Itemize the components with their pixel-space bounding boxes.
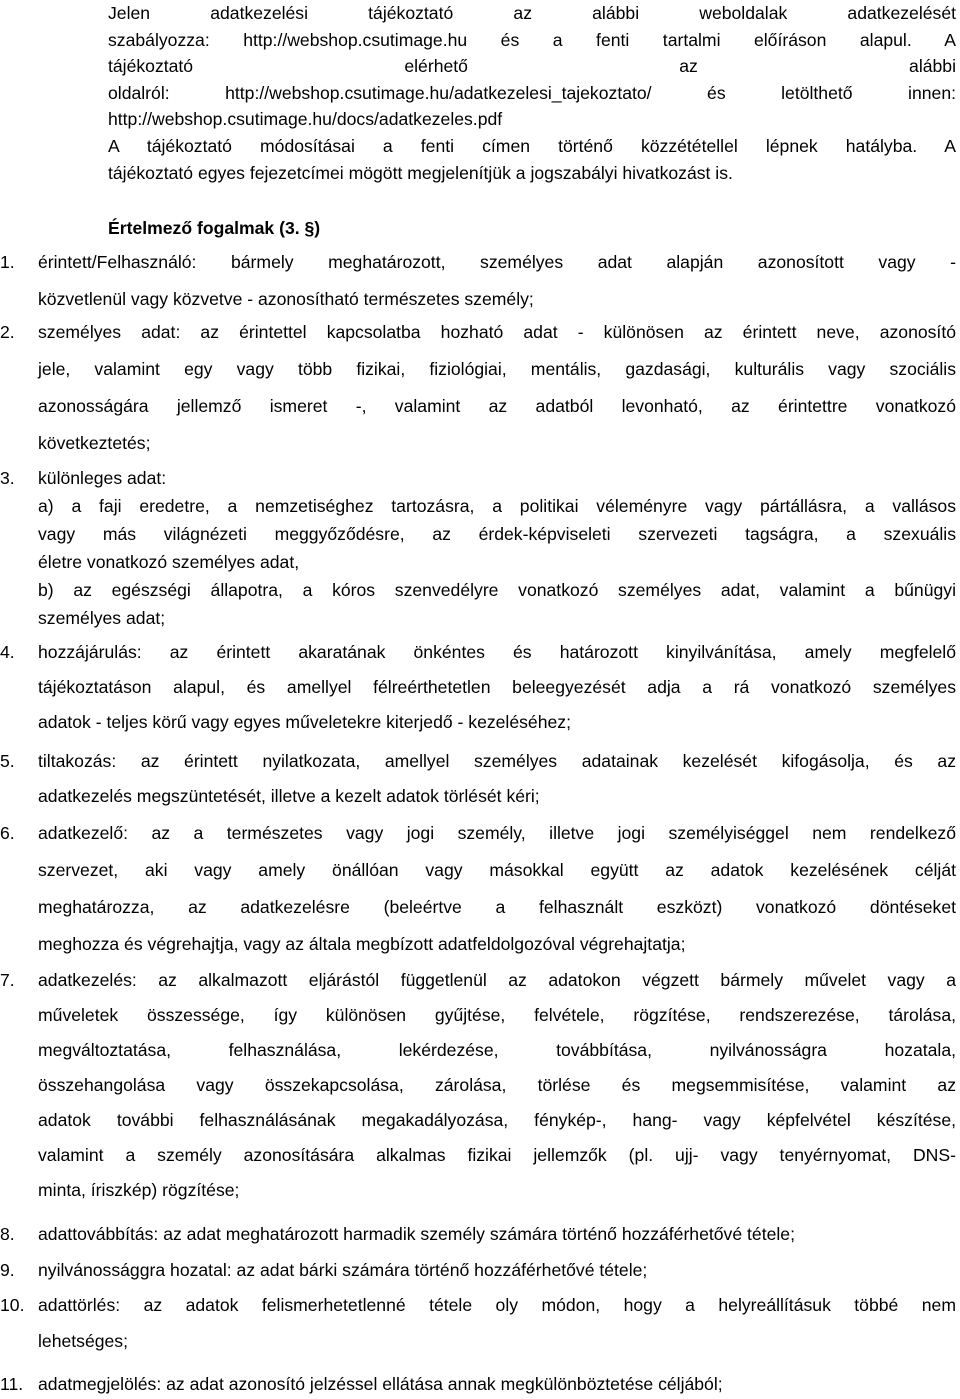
definition-line: adatok - teljes körű vagy egyes műveletekre kiterjedő - kezeléséhez; [38,712,571,732]
definition-line: személyes adat; [38,608,166,628]
definition-line: adattörlés: az adatok felismerhetetlenné tétele oly módon, hogy a helyreállításuk többé nem [38,1295,956,1315]
definition-line: nyilvánossággra hozatal: az adat bárki számára történő hozzáférhetővé tétele; [38,1260,648,1280]
intro-line: oldalról: http://webshop.csutimage.hu/adatkezelesi_tajekoztato/ és letölthető innen: [108,83,956,103]
definition-line: közvetlenül vagy közvetve - azonosítható természetes személy; [38,289,534,309]
definition-line: különleges adat: [38,468,167,488]
section-heading: Értelmező fogalmak (3. §) [108,218,321,238]
definition-line: adatok további felhasználásának megakadályozása, fénykép-, hang- vagy képfelvétel készítése, [38,1110,956,1130]
definition-line: megváltoztatása, felhasználása, lekérdezése, továbbítása, nyilvánosságra hozatala, [38,1040,956,1060]
definition-line: meghatározza, az adatkezelésre (beleértve a felhasznált eszközt) vonatkozó döntéseket [38,897,956,917]
definition-line: műveletek összessége, így különösen gyűjtése, felvétele, rögzítése, rendszerezése, tárolása, [38,1005,956,1025]
definition-line: valamint a személy azonosítására alkalmas fizikai jellemzők (pl. ujj- vagy tenyérnyomat, DNS- [38,1145,956,1165]
definition-number: 7. [0,970,15,990]
definition-number: 10. [0,1295,25,1315]
intro-line: tájékoztató egyes fejezetcímei mögött megjelenítjük a jogszabályi hivatkozást is. [108,163,733,183]
intro-line: tájékoztató elérhető az alábbi [108,56,956,76]
intro-line: szabályozza: http://webshop.csutimage.hu és a fenti tartalmi előíráson alapul. A [108,30,956,50]
definition-line: hozzájárulás: az érintett akaratának önkéntes és határozott kinyilvánítása, amely megfelelő [38,642,956,662]
definition-line: tiltakozás: az érintett nyilatkozata, amellyel személyes adatainak kezelését kifogásolja, és az [38,751,956,771]
definition-line: szervezet, aki vagy amely önállóan vagy másokkal együtt az adatok kezelésének célját [38,860,956,880]
intro-line: http://webshop.csutimage.hu/docs/adatkezeles.pdf [108,109,503,129]
definition-line: adatmegjelölés: az adat azonosító jelzéssel ellátása annak megkülönböztetése céljából; [38,1374,723,1394]
definition-line: adatkezelés megszüntetését, illetve a kezelt adatok törlését kéri; [38,786,540,806]
definition-number: 9. [0,1260,15,1280]
intro-line: Jelen adatkezelési tájékoztató az alábbi weboldalak adatkezelését [108,3,956,23]
definition-number: 5. [0,751,15,771]
definition-line: személyes adat: az érintettel kapcsolatba hozható adat - különösen az érintett neve, azonosító [38,322,956,342]
definition-line: azonosságára jellemző ismeret -, valamint az adatból levonható, az érintettre vonatkozó [38,396,956,416]
definition-line: meghozza és végrehajtja, vagy az általa megbízott adatfeldolgozóval végrehajtatja; [38,934,686,954]
definition-line: b) az egészségi állapotra, a kóros szenvedélyre vonatkozó személyes adat, valamint a bűnügyi [38,580,956,600]
definition-line: tájékoztatáson alapul, és amellyel félreérthetetlen beleegyezését adja a rá vonatkozó személyes [38,677,956,697]
definition-number: 3. [0,468,15,488]
definition-number: 6. [0,823,15,843]
definition-line: adatkezelés: az alkalmazott eljárástól függetlenül az adatokon végzett bármely művelet vagy a [38,970,956,990]
definition-line: vagy más világnézeti meggyőződésre, az érdek-képviseleti szervezeti tagságra, a szexuális [38,524,956,544]
definition-number: 4. [0,642,15,662]
definition-line: adatkezelő: az a természetes vagy jogi személy, illetve jogi személyiséggel nem rendelkező [38,823,956,843]
definition-number: 8. [0,1224,15,1244]
definition-number: 2. [0,322,15,342]
definition-number: 11. [0,1374,24,1394]
definition-number: 1. [0,252,15,272]
definition-line: életre vonatkozó személyes adat, [38,552,300,572]
definition-line: összehangolása vagy összekapcsolása, zárolása, törlése és megsemmisítése, valamint az [38,1075,956,1095]
definition-line: érintett/Felhasználó: bármely meghatározott, személyes adat alapján azonosított vagy - [38,252,956,272]
definition-line: jele, valamint egy vagy több fizikai, fiziológiai, mentális, gazdasági, kulturális vagy szociális [38,359,956,379]
definition-line: következtetés; [38,433,151,453]
definition-line: adattovábbítás: az adat meghatározott harmadik személy számára történő hozzáférhetővé tétele; [38,1224,795,1244]
definition-line: lehetséges; [38,1331,128,1351]
definition-line: minta, íriszkép) rögzítése; [38,1180,240,1200]
definition-line: a) a faji eredetre, a nemzetiséghez tartozásra, a politikai véleményre vagy pártállásra, a vallásos [38,496,956,516]
intro-line: A tájékoztató módosításai a fenti címen történő közzététellel lépnek hatályba. A [108,136,956,156]
